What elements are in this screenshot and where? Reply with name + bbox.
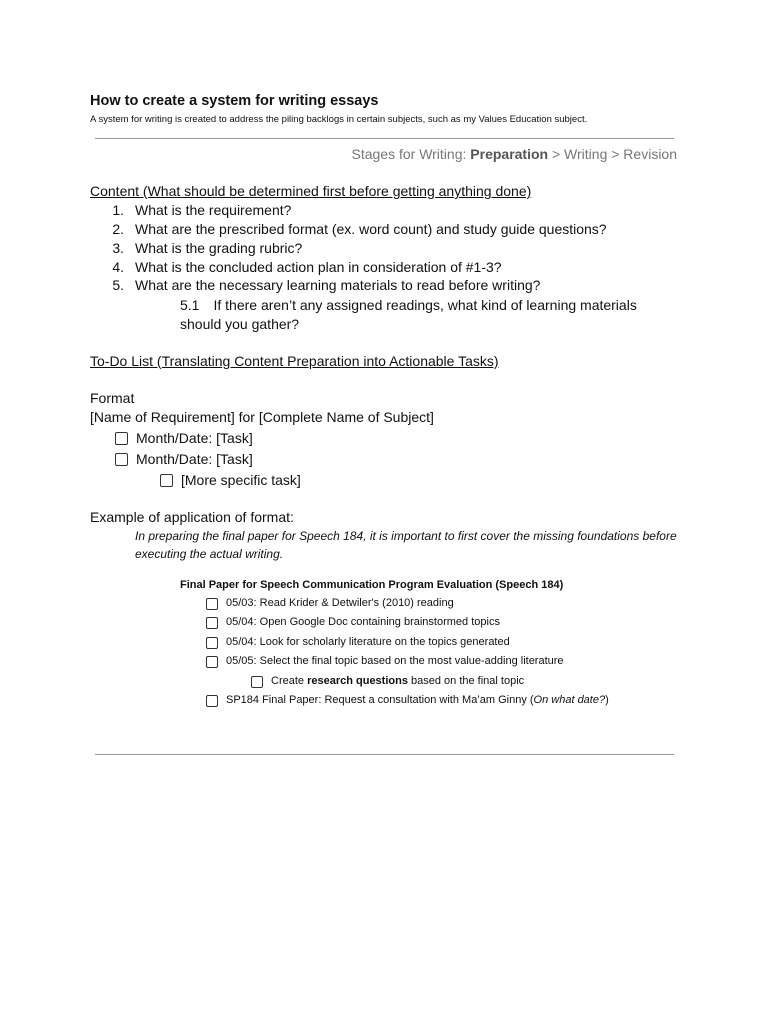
sub-item-number: 5.1 — [180, 297, 200, 313]
example-task-3-checkbox[interactable] — [206, 637, 218, 649]
content-heading: Content (What should be determined first before getting anything done) — [90, 183, 532, 199]
stages-rest: > Writing > Revision — [548, 146, 677, 162]
example-subtask-label — [271, 675, 524, 687]
example-task-2-checkbox[interactable] — [206, 617, 218, 629]
content-item-text: What are the necessary learning materials to read before writing? — [135, 277, 541, 293]
document-subtitle: A system for writing is created to address the piling backlogs in certain subjects, such as my Values Education subject. — [90, 114, 588, 125]
sub-item-text: If there aren’t any assigned readings, what kind of learning materials should you gather? — [180, 297, 637, 332]
content-item-3 — [102, 240, 302, 256]
subtask-text-bold: research questions — [307, 675, 408, 687]
stages-prefix: Stages for Writing: — [351, 146, 471, 162]
final-task-text-pre: SP184 Final Paper: Request a consultation with Ma’am Ginny ( — [226, 694, 534, 706]
example-intro: In preparing the final paper for Speech 184, it is important to first cover the missing foundations before executing the actual writing. — [135, 529, 677, 561]
format-line: [Name of Requirement] for [Complete Name of Subject] — [90, 409, 434, 425]
format-task-2-label: Month/Date: [Task] — [136, 451, 253, 467]
final-task-text-post: ) — [605, 694, 609, 706]
content-item-number: 3. — [112, 240, 124, 256]
format-subtask-label: [More specific task] — [181, 472, 301, 488]
content-item-2 — [102, 221, 607, 237]
content-item-text: What are the prescribed format (ex. word count) and study guide questions? — [135, 221, 607, 237]
content-item-number: 5. — [112, 277, 124, 293]
example-task-3-label: 05/04: Look for scholarly literature on the topics generated — [226, 636, 510, 648]
example-title: Final Paper for Speech Communication Program Evaluation (Speech 184) — [180, 579, 564, 591]
content-item-4 — [102, 259, 502, 275]
top-divider — [95, 138, 674, 139]
example-task-5-checkbox[interactable] — [206, 695, 218, 707]
subtask-text-post: based on the final topic — [407, 675, 525, 687]
document-title: How to create a system for writing essays — [90, 93, 379, 109]
content-item-text: What is the concluded action plan in consideration of #1-3? — [135, 259, 502, 275]
subtask-text-pre: Create — [271, 675, 308, 687]
stages-breadcrumb — [351, 146, 677, 162]
format-task-1-label: Month/Date: [Task] — [136, 430, 253, 446]
final-task-text-italic: On what date? — [533, 694, 606, 706]
content-item-number: 2. — [112, 221, 124, 237]
content-item-text: What is the requirement? — [135, 202, 292, 218]
example-task-4-label: 05/05: Select the final topic based on the most value-adding literature — [226, 655, 564, 667]
example-task-1-label: 05/03: Read Krider & Detwiler's (2010) reading — [226, 597, 454, 609]
stages-current: Preparation — [470, 146, 549, 162]
example-task-2-label: 05/04: Open Google Doc containing brainstormed topics — [226, 616, 500, 628]
bottom-divider — [95, 754, 674, 755]
content-sub-item-5-1 — [180, 296, 680, 334]
format-subtask-checkbox[interactable] — [160, 474, 173, 487]
content-item-1 — [102, 202, 291, 218]
example-label: Example of application of format: — [90, 509, 294, 525]
content-item-text: What is the grading rubric? — [135, 240, 303, 256]
content-item-5 — [102, 277, 540, 293]
example-task-5-label — [226, 694, 609, 706]
format-task-1-checkbox[interactable] — [115, 432, 128, 445]
todo-heading: To-Do List (Translating Content Preparation into Actionable Tasks) — [90, 353, 499, 369]
example-task-4-checkbox[interactable] — [206, 656, 218, 668]
example-task-1-checkbox[interactable] — [206, 598, 218, 610]
content-item-number: 1. — [112, 202, 124, 218]
content-item-number: 4. — [112, 259, 124, 275]
example-subtask-checkbox[interactable] — [251, 676, 263, 688]
format-label: Format — [90, 390, 135, 406]
format-task-2-checkbox[interactable] — [115, 453, 128, 466]
